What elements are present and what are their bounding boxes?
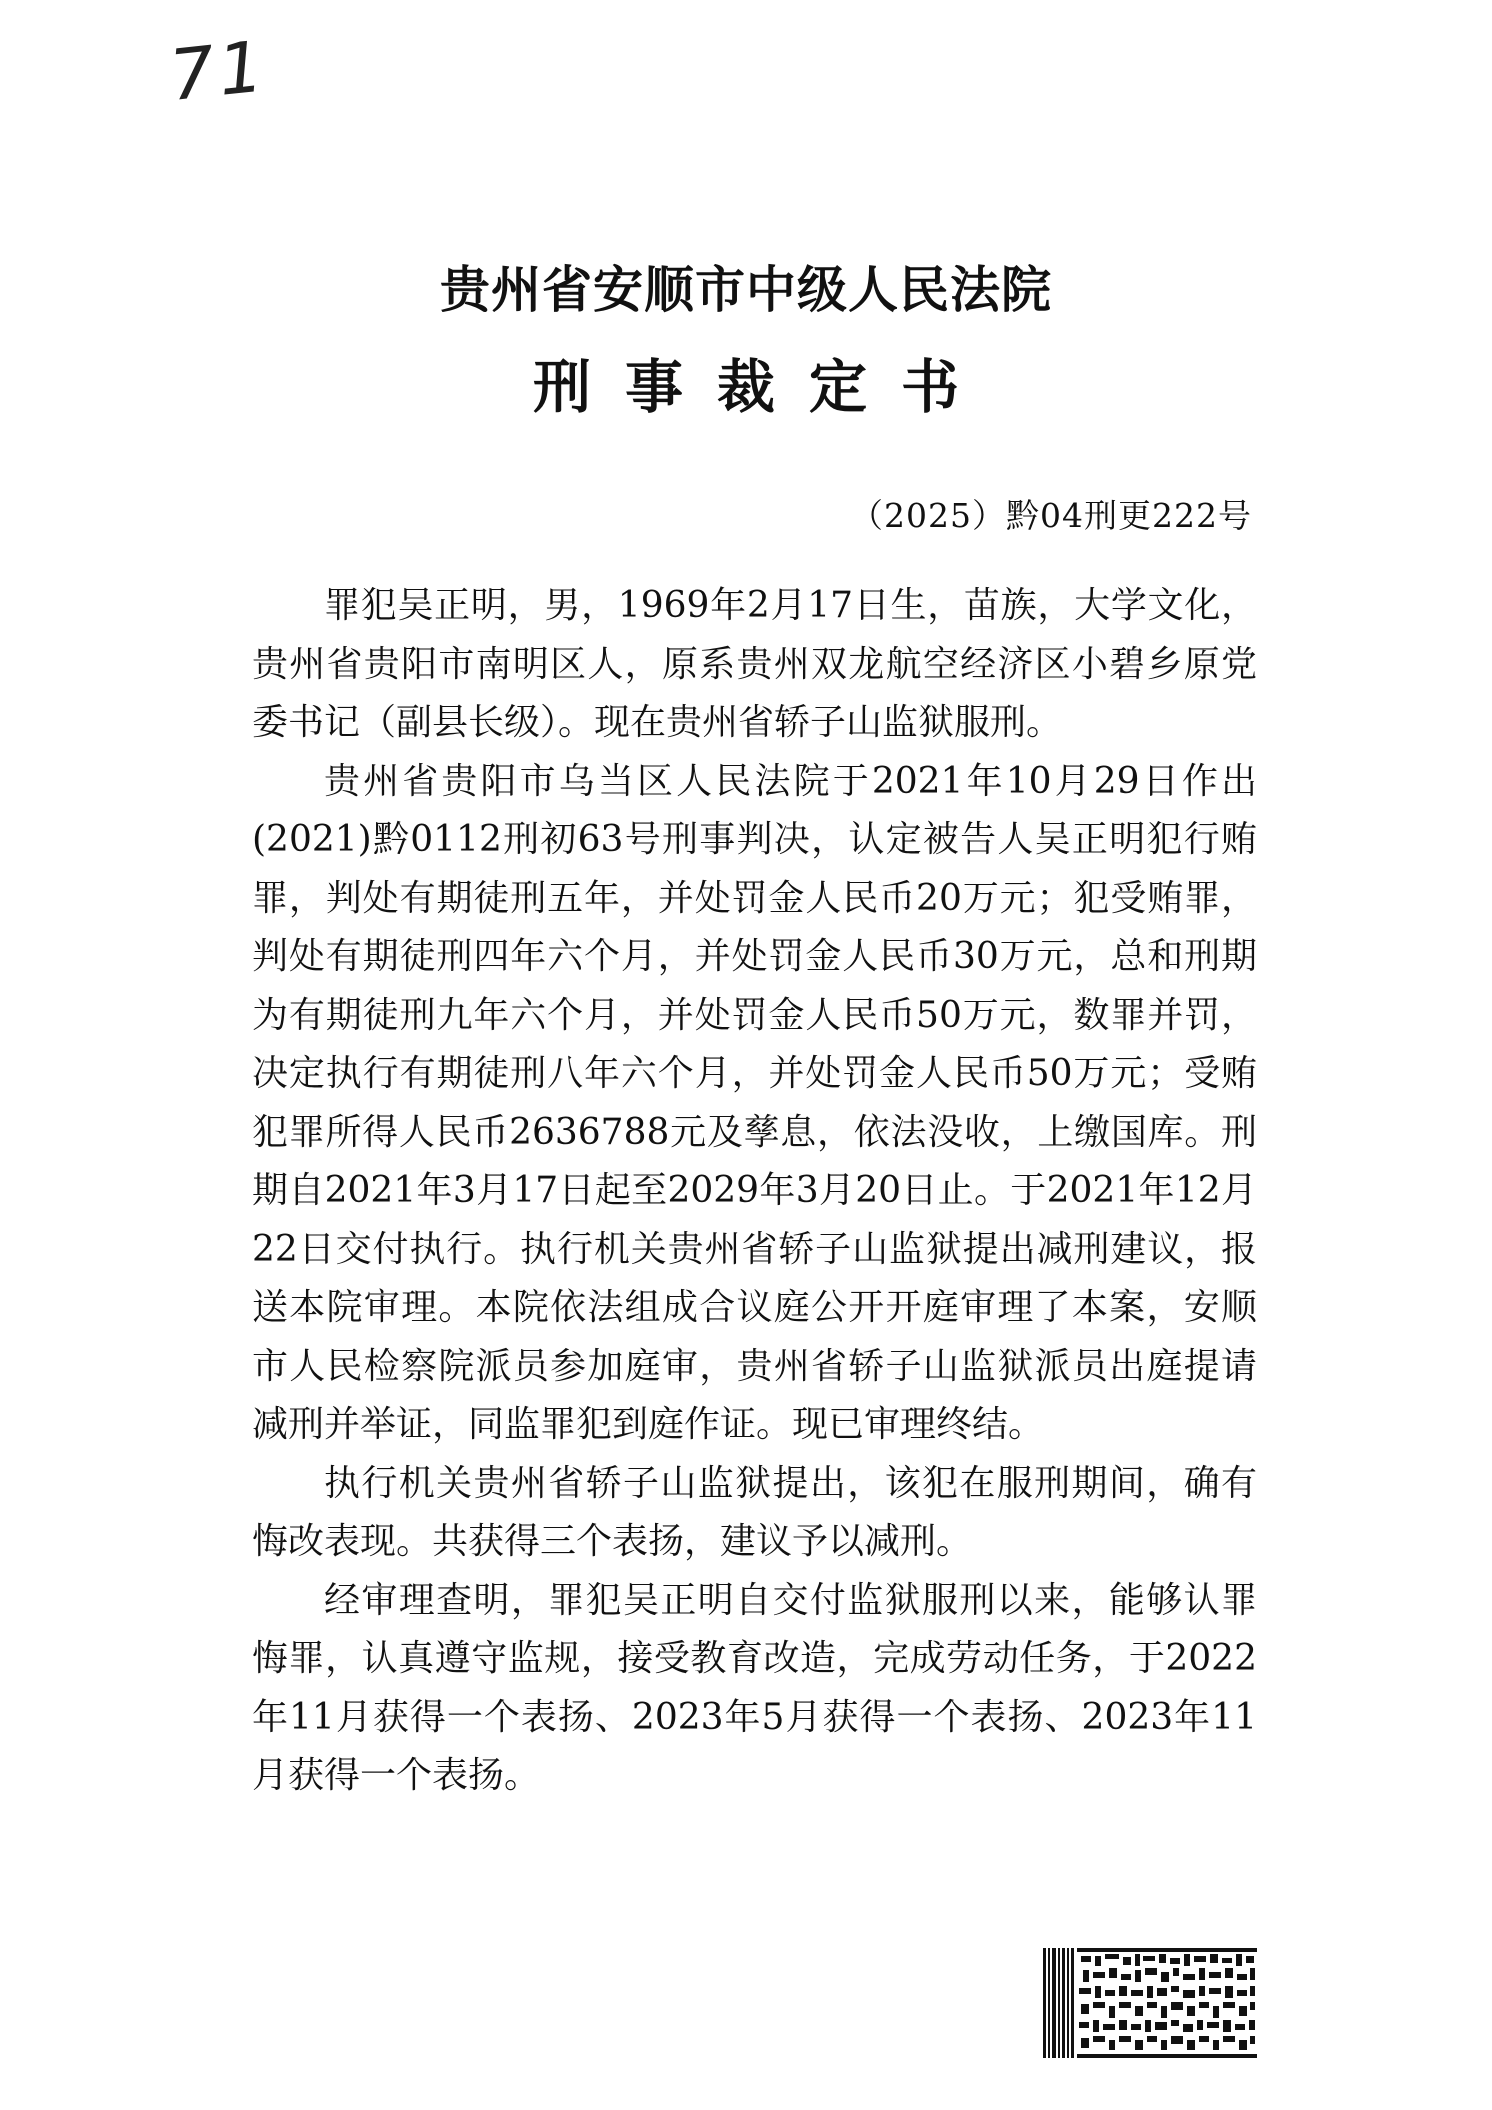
paragraph-prison-proposal: 执行机关贵州省轿子山监狱提出，该犯在服刑期间，确有悔改表现。共获得三个表扬，建议予以减刑。 [252, 1462, 1257, 1562]
barcode-image [1043, 1948, 1257, 2058]
court-name: 贵州省安顺市中级人民法院 [440, 261, 1052, 319]
document-type-title: 刑事裁定书 [532, 353, 993, 421]
paragraph-findings: 经审理查明，罪犯吴正明自交付监狱服刑以来，能够认罪悔罪，认真遵守监规，接受教育改造，完成劳动任务，于2022年11月获得一个表扬、2023年5月获得一个表扬、2023年11月获得一个表扬。 [252, 1579, 1257, 1796]
case-number: （2025）黔04刑更222号 [850, 496, 1252, 535]
paragraph-criminal-info: 罪犯吴正明，男，1969年2月17日生，苗族，大学文化，贵州省贵阳市南明区人，原系贵州双龙航空经济区小碧乡原党委书记（副县长级）。现在贵州省轿子山监狱服刑。 [252, 585, 1257, 743]
handwritten-page-number: 71 [165, 25, 272, 117]
paragraph-original-judgment: 贵州省贵阳市乌当区人民法院于2021年10月29日作出(2021)黔0112刑初63号刑事判决，认定被告人吴正明犯行贿罪，判处有期徒刑五年，并处罚金人民币20万元；犯受贿罪，判处有期徒刑四年六个月，并处罚金人民币30万元，总和刑期为有期徒刑九年六个月，并处罚金人民币50万元，数罪并罚，决定执行有期徒刑八年六个月，并处罚金人民币50万元；受贿犯罪所得人民币2636788元及孳息，依法没收，上缴国库。刑期自2021年3月17日起至2029年3月20日止。于2021年12月22日交付执行。执行机关贵州省轿子山监狱提出减刑建议，报送本院审理。本院依法组成合议庭公开开庭审理了本案，安顺市人民检察院派员参加庭审，贵州省轿子山监狱派员出庭提请减刑并举证，同监罪犯到庭作证。现已审理终结。 [252, 760, 1257, 1445]
document-body [252, 577, 1257, 1806]
